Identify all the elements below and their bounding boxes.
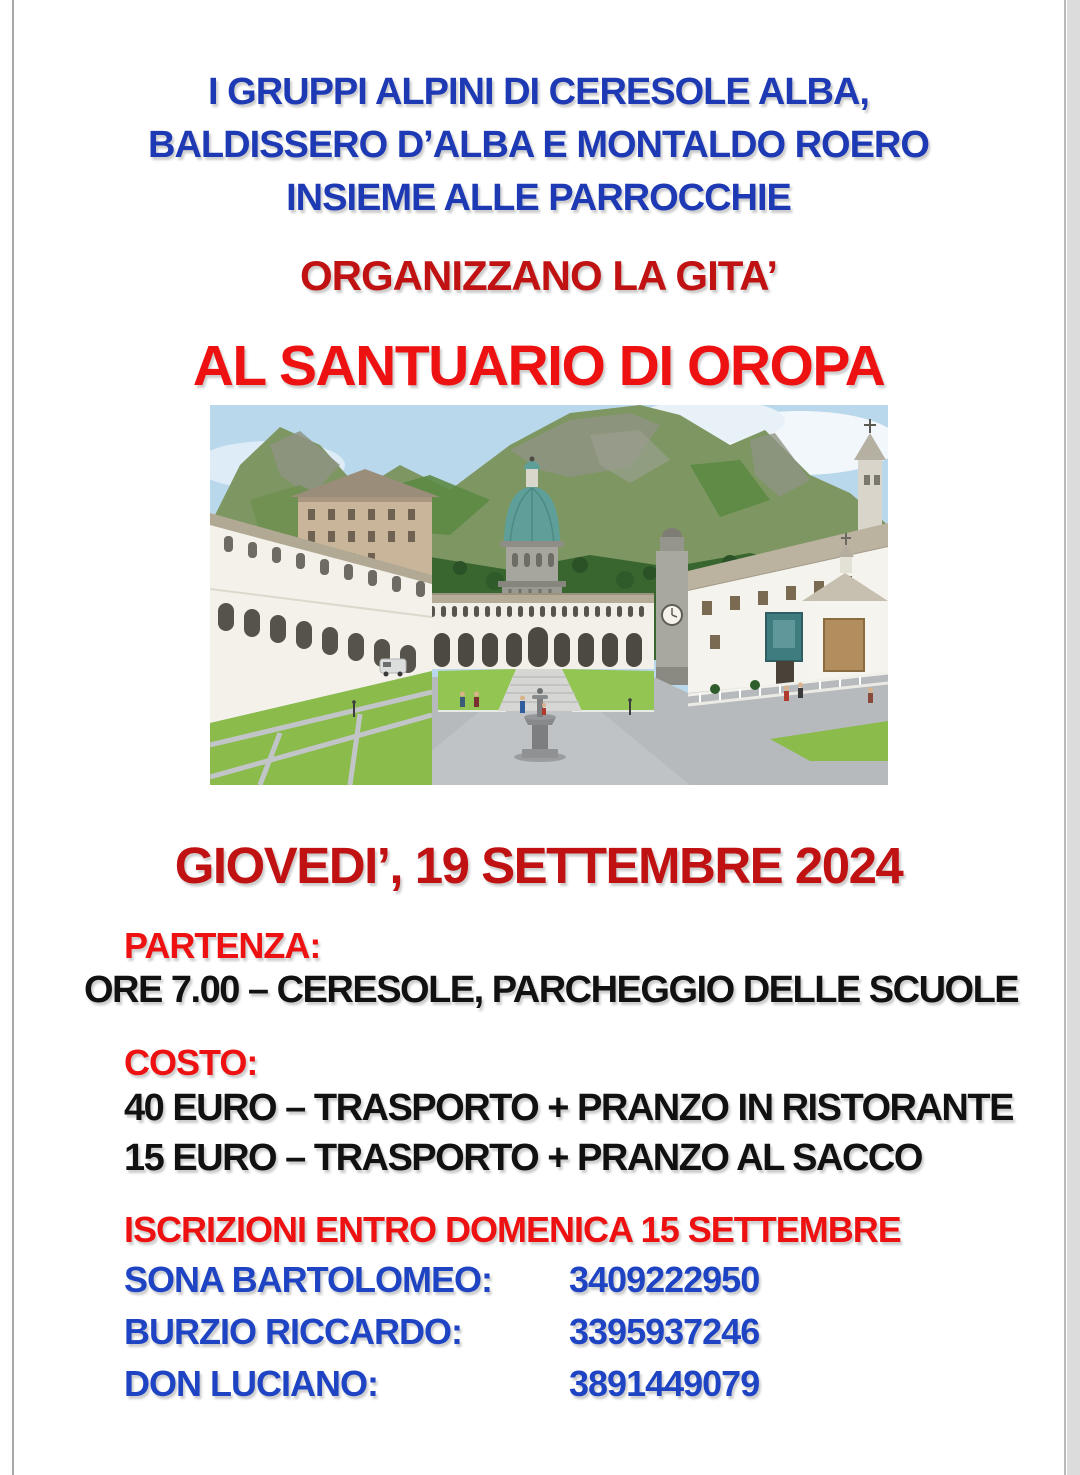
contact-name: SONA BARTOLOMEO:	[124, 1259, 492, 1300]
contact-row	[124, 1311, 1064, 1353]
contact-phone: 3891449079	[569, 1363, 760, 1404]
cost-option-1: 40 EURO – TRASPORTO + PRANZO IN RISTORANTE	[124, 1087, 1013, 1129]
contact-row	[124, 1363, 1064, 1405]
sanctuary-photo	[210, 405, 888, 785]
departure-label: PARTENZA:	[124, 925, 321, 966]
page-title: AL SANTUARIO DI OROPA	[192, 334, 885, 398]
cost-option-2: 15 EURO – TRASPORTO + PRANZO AL SACCO	[124, 1137, 922, 1179]
intro-text: ORGANIZZANO LA GITA’	[300, 252, 777, 299]
departure-detail: ORE 7.00 – CERESOLE, PARCHEGGIO DELLE SCUOLE	[84, 969, 1019, 1011]
contact-name: DON LUCIANO:	[124, 1363, 378, 1404]
header-line-1: I GRUPPI ALPINI DI CERESOLE ALBA,	[208, 71, 869, 113]
cost-label: COSTO:	[124, 1042, 258, 1083]
page-right-gutter	[1067, 0, 1080, 1475]
header-line-2: BALDISSERO D’ALBA E MONTALDO ROERO	[148, 124, 929, 166]
registration-deadline: ISCRIZIONI ENTRO DOMENICA 15 SETTEMBRE	[124, 1209, 901, 1250]
contact-name: BURZIO RICCARDO:	[124, 1311, 462, 1352]
contact-phone: 3409222950	[569, 1259, 760, 1300]
contact-row	[124, 1259, 1064, 1301]
trip-date: GIOVEDI’, 19 SETTEMBRE 2024	[174, 837, 903, 894]
header-line-3: INSIEME ALLE PARROCCHIE	[286, 177, 791, 219]
contact-phone: 3395937246	[569, 1311, 760, 1352]
